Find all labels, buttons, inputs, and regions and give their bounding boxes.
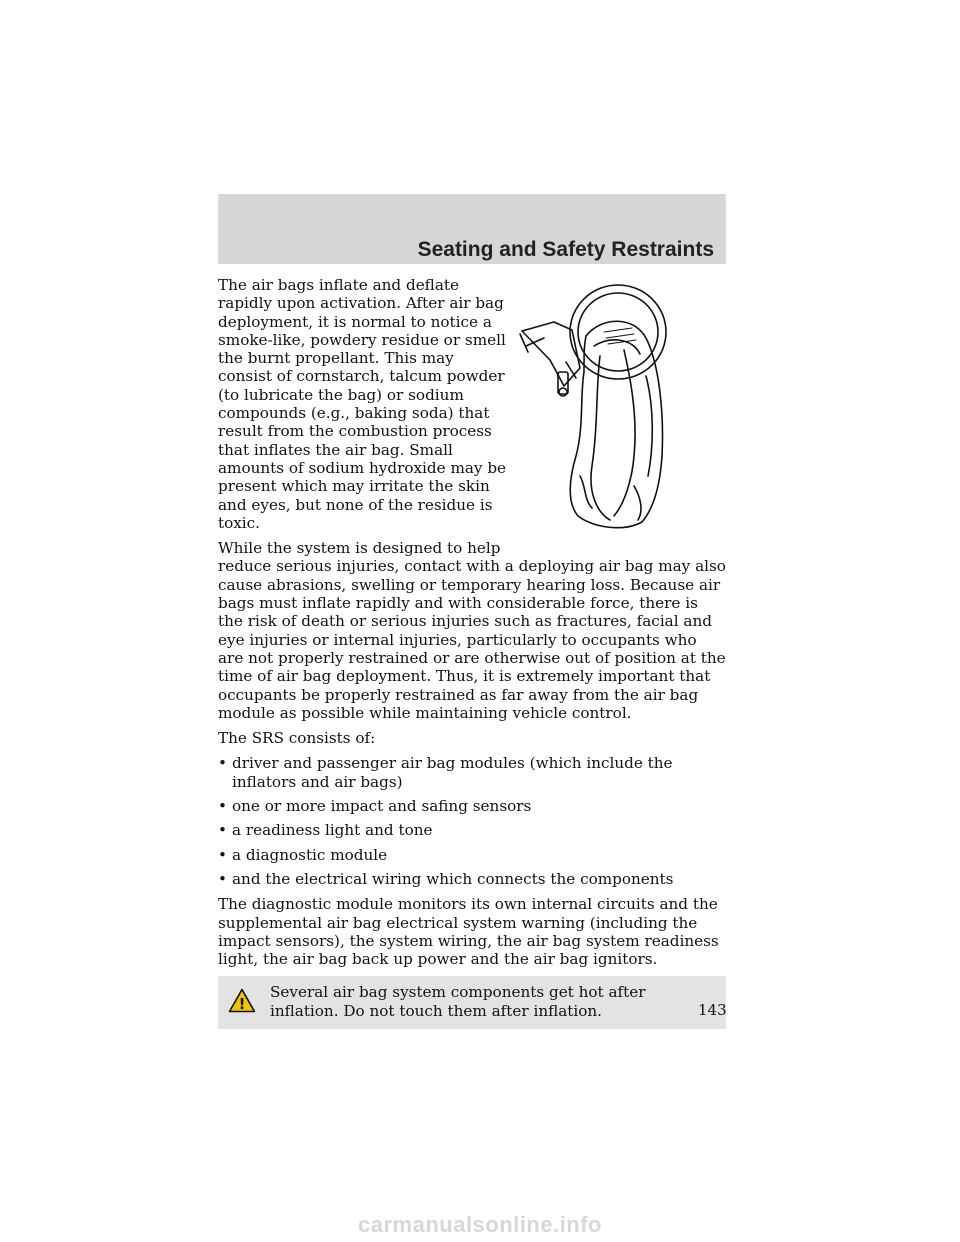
page-content <box>218 276 726 1029</box>
list-item: • one or more impact and safing sensors <box>218 797 532 816</box>
inflated-airbag <box>570 321 662 527</box>
bullet-icon: • <box>218 869 227 888</box>
list-item: • a diagnostic module <box>218 845 388 864</box>
warning-triangle-icon <box>228 988 256 1013</box>
paragraph-srs-intro: The SRS consists of: <box>218 729 376 748</box>
bullet-icon: • <box>218 754 227 773</box>
bullet-icon: • <box>218 821 227 840</box>
paragraph-airbag-residue: The air bags inflate and deflate rapidly upon activation. After air bag deployment, it is normal to notice a smoke-like, powdery residue or smell the burnt propellant. This may consist of cornstarch, talcum powder (to lubricate the bag) or sodium compounds (e.g., baking soda) that result from the combustion process that inflates the air bag. Small amounts of sodium hydroxide may be present which may irritate the skin and eyes, but none of the residue is toxic. <box>218 276 507 532</box>
bullet-icon: • <box>218 797 227 816</box>
steering-column <box>522 322 580 386</box>
list-item: • and the electrical wiring which connects the components <box>218 869 674 888</box>
srs-components-list <box>218 754 726 888</box>
airbag-steering-wheel-drawing <box>514 276 726 538</box>
warning-box <box>218 976 726 1029</box>
page-number: 143 <box>698 1001 727 1019</box>
section-header-band <box>218 194 726 264</box>
section-title: Seating and Safety Restraints <box>417 238 714 261</box>
list-item: • a readiness light and tone <box>218 821 433 840</box>
airbag-deployment-illustration <box>514 276 726 538</box>
footer-watermark: carmanualsonline.info <box>358 1212 602 1237</box>
bullet-icon: • <box>218 845 227 864</box>
paragraph-diagnostic-module: The diagnostic module monitors its own internal circuits and the supplemental air bag electrical system warning (including the impact sensors), the system wiring, the air bag system readiness light, the air bag back up power and the air bag ignitors. <box>218 895 719 969</box>
warning-text: Several air bag system components get hot after inflation. Do not touch them after inflation. <box>270 983 646 1020</box>
paragraph-injury-risk: While the system is designed to help reduce serious injuries, contact with a deploying air bag may also cause abrasions, swelling or temporary hearing loss. Because air bags must inflate rapidly and with considerable force, there is the risk of death or serious injuries such as fractures, facial and eye injuries or internal injuries, particularly to occupants who are not properly restrained or are otherwise out of position at the time of air bag deployment. Thus, it is extremely important that occupants be properly restrained as far away from the air bag module as possible while maintaining vehicle control. <box>218 539 726 722</box>
warning-icon-glyph: ! <box>238 995 246 1014</box>
list-item: • driver and passenger air bag modules (which include the inflators and air bags) <box>218 754 673 791</box>
